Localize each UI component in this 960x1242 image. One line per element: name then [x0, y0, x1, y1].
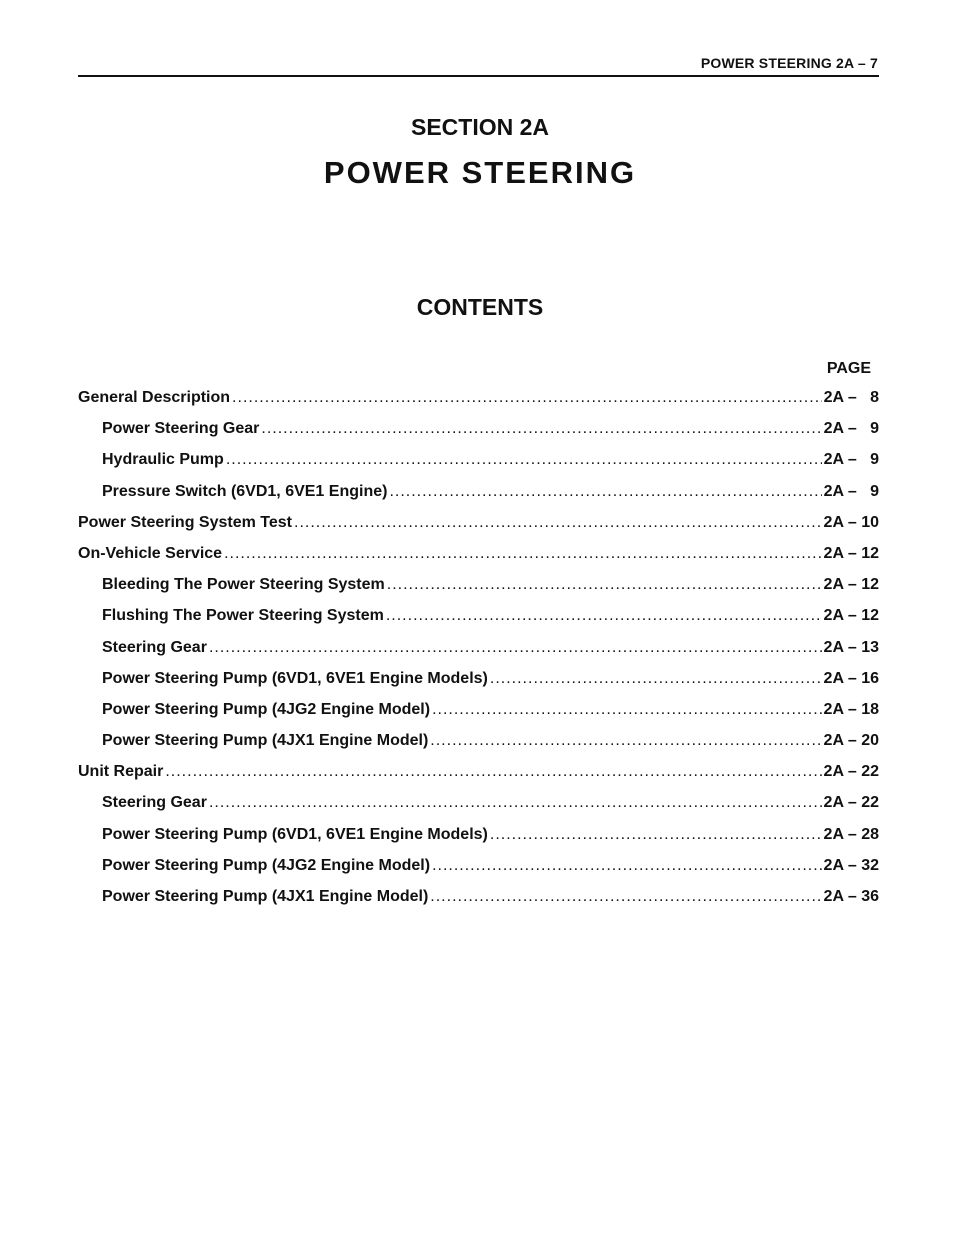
toc-entry-page: 2A – 16 — [823, 669, 879, 687]
dot-leader — [386, 607, 822, 625]
dot-leader — [226, 451, 822, 469]
toc-entry-page: 2A – 12 — [823, 544, 879, 562]
toc-entry-page: 2A – 12 — [823, 607, 879, 625]
toc-entry-page: 2A – 22 — [823, 763, 879, 781]
toc-entry[interactable] — [78, 701, 879, 732]
toc-entry-title: Flushing The Power Steering System — [102, 607, 384, 625]
toc-entry-title: Steering Gear — [102, 638, 207, 656]
toc-entry[interactable] — [78, 389, 879, 420]
dot-leader — [224, 545, 821, 563]
toc-entry-title: Power Steering Pump (4JG2 Engine Model) — [102, 856, 431, 874]
section-number: SECTION 2A — [410, 114, 550, 140]
toc-entry-page: 2A – 36 — [823, 888, 879, 905]
toc-entry-page: 2A – 20 — [823, 732, 879, 750]
toc-entry-page: 2A – 10 — [823, 513, 879, 531]
toc-entry-page: 2A – 8 — [823, 389, 879, 406]
toc-entry-page: 2A – 28 — [823, 825, 879, 843]
dot-leader — [432, 701, 821, 719]
toc-entry-page: 2A – 9 — [823, 451, 879, 469]
toc-entry-title: On-Vehicle Service — [78, 544, 223, 562]
toc-entry[interactable] — [78, 451, 879, 482]
toc-entry[interactable] — [78, 857, 879, 888]
toc-entry-page: 2A – 9 — [823, 482, 879, 500]
toc-entry[interactable] — [78, 420, 879, 451]
section-title: POWER STEERING — [323, 155, 637, 190]
toc-entry-title: Power Steering Pump (6VD1, 6VE1 Engine Models) — [102, 669, 488, 687]
toc-entry[interactable] — [78, 794, 879, 825]
toc-entry[interactable] — [78, 888, 879, 919]
toc-entry[interactable] — [78, 670, 879, 701]
toc-entry[interactable] — [78, 732, 879, 763]
dot-leader — [490, 826, 822, 844]
dot-leader — [232, 389, 822, 407]
dot-leader — [430, 888, 821, 906]
dot-leader — [432, 857, 821, 875]
toc-entry-title: Power Steering Pump (4JG2 Engine Model) — [102, 700, 431, 718]
toc-entry-title: General Description — [78, 389, 231, 406]
dot-leader — [389, 483, 821, 501]
dot-leader — [209, 794, 822, 812]
page-column-label: PAGE — [826, 360, 871, 377]
toc-entry-title: Hydraulic Pump — [102, 451, 224, 469]
toc-entry-page: 2A – 22 — [823, 794, 879, 812]
toc-entry[interactable] — [78, 826, 879, 857]
toc-entry-title: Unit Repair — [78, 763, 164, 781]
contents-heading: CONTENTS — [416, 294, 544, 320]
dot-leader — [430, 732, 821, 750]
toc-entry-title: Steering Gear — [102, 794, 207, 812]
toc-entry-page: 2A – 13 — [823, 638, 879, 656]
toc-entry-title: Bleeding The Power Steering System — [102, 576, 385, 594]
table-of-contents — [78, 389, 879, 919]
toc-entry-page: 2A – 32 — [823, 856, 879, 874]
toc-entry-title: Power Steering Pump (6VD1, 6VE1 Engine Models) — [102, 825, 488, 843]
toc-entry[interactable] — [78, 483, 879, 514]
toc-entry[interactable] — [78, 576, 879, 607]
toc-entry-title: Power Steering Pump (4JX1 Engine Model) — [102, 732, 429, 750]
dot-leader — [165, 763, 821, 781]
toc-entry-title: Power Steering System Test — [78, 513, 292, 531]
toc-entry[interactable] — [78, 639, 879, 670]
toc-entry[interactable] — [78, 514, 879, 545]
dot-leader — [209, 639, 822, 657]
dot-leader — [490, 670, 822, 688]
toc-entry-title: Power Steering Gear — [102, 420, 260, 438]
dot-leader — [387, 576, 822, 594]
toc-entry[interactable] — [78, 763, 879, 794]
header-rule — [78, 75, 879, 77]
toc-entry-page: 2A – 9 — [823, 420, 879, 438]
toc-entry[interactable] — [78, 545, 879, 576]
dot-leader — [261, 420, 821, 438]
toc-entry-title: Power Steering Pump (4JX1 Engine Model) — [102, 888, 429, 905]
toc-entry-page: 2A – 18 — [823, 700, 879, 718]
dot-leader — [294, 514, 822, 532]
running-head: POWER STEERING 2A – 7 — [700, 55, 878, 71]
toc-entry[interactable] — [78, 607, 879, 638]
toc-entry-title: Pressure Switch (6VD1, 6VE1 Engine) — [102, 482, 388, 500]
toc-entry-page: 2A – 12 — [823, 576, 879, 594]
